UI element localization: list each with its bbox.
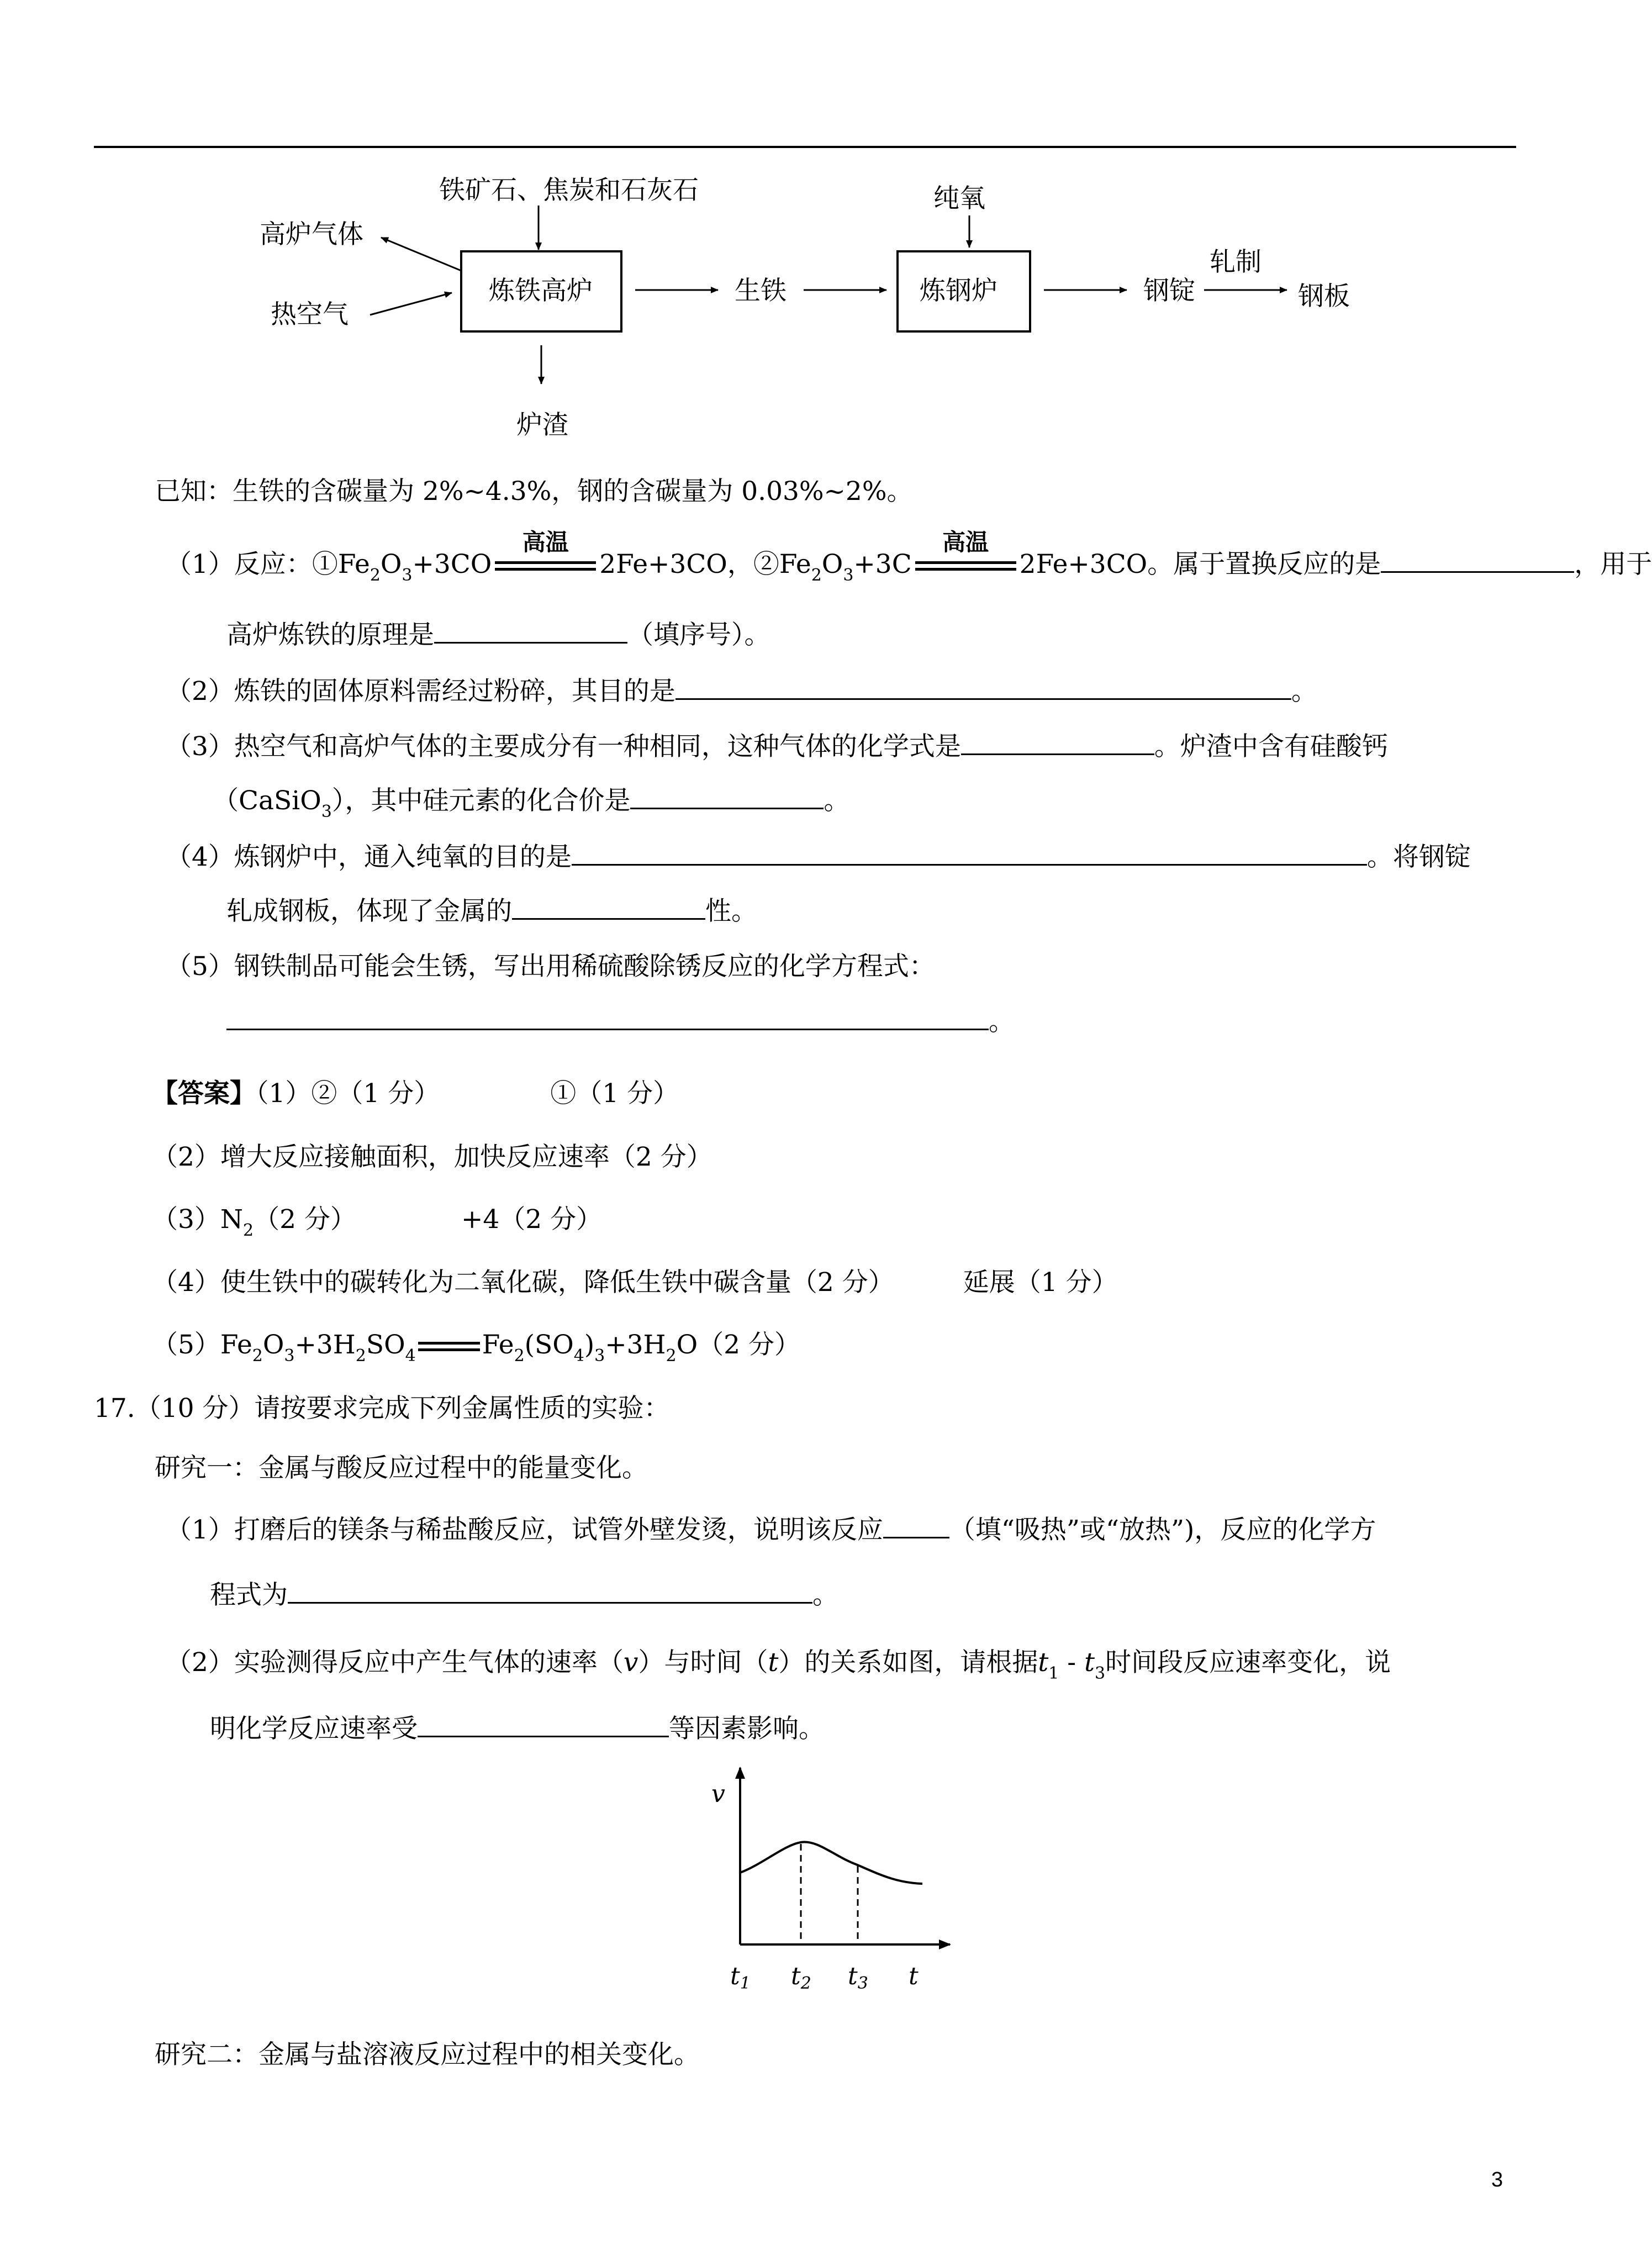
flow-blast-furnace: 炼铁高炉 [489,276,593,306]
answer-1: 【答案】（1）②（1 分） ①（1 分） [152,1078,679,1109]
answer-blank[interactable] [1381,552,1574,573]
equation-condition-1: 高温 [492,548,599,581]
answer-blank[interactable] [675,679,1291,700]
page-number: 3 [1491,2168,1503,2191]
rate-time-graph [696,1757,961,2000]
flow-hot-air: 热空气 [271,299,349,330]
answer-2: （2）增大反应接触面积，加快反应速率（2 分） [152,1142,712,1172]
flow-pure-oxygen: 纯氧 [933,183,985,214]
question-4-line-2: 轧成钢板，体现了金属的 性。 [226,896,757,926]
question-5-line-2: 。 [226,1005,1015,1039]
flow-rolling: 轧制 [1210,247,1262,277]
answer-blank[interactable] [883,1518,949,1538]
tick-t2: t2 [791,1962,811,1993]
question-17-2-line-2: 明化学反应速率受 等因素影响。 [210,1714,825,1744]
answer-blank[interactable] [572,845,1367,866]
question-17-1-line-2: 程式为 。 [210,1580,838,1610]
question-1-line-2: 高炉炼铁的原理是 （填序号）。 [226,620,770,650]
flow-furnace-gas: 高炉气体 [260,219,363,250]
y-axis-label: v [711,1780,725,1808]
question-1-line-1: （1）反应：$①Fe_2O_3+3CO$ 高温 2Fe+3CO，$②Fe_2O_3+3C$ 高温 2Fe+3CO。属于置换反应的是 ，用于 [166,529,1652,585]
equation-condition-2: 高温 [912,548,1020,581]
ironmaking-flowchart [0,0,1598,453]
answer-blank[interactable] [512,899,705,920]
equation-equals [416,1329,482,1362]
question-17-title: 17.（10 分）请按要求完成下列金属性质的实验： [94,1393,670,1424]
known-info: 已知：生铁的含碳量为 2%~4.3%，钢的含碳量为 0.03%~2%。 [155,476,913,507]
tick-t3: t3 [848,1962,868,1993]
question-5-line-1: （5）钢铁制品可能会生锈，写出用稀硫酸除锈反应的化学方程式： [166,951,935,982]
question-3-line-2: （CaSiO$_3$），其中硅元素的化合价是 。 [213,786,850,821]
answer-blank[interactable] [434,623,627,644]
answer-blank[interactable] [288,1583,812,1604]
flow-slag: 炉渣 [516,410,568,440]
question-17-1-line-1: （1）打磨后的镁条与稀盐酸反应，试管外壁发烫，说明该反应 （填“吸热”或“放热”)，反应的化学方 [166,1515,1376,1545]
question-2: （2）炼铁的固体原料需经过粉碎，其目的是 。 [166,676,1317,707]
x-axis-label: t [909,1962,919,1990]
flow-raw-materials: 铁矿石、焦炭和石灰石 [439,175,699,205]
answer-3: $(3)N_2(2$ 分） +4（2 分） [152,1204,603,1240]
rate-curve [740,1842,922,1884]
flow-plate: 钢板 [1298,281,1350,312]
study-2-heading: 研究二：金属与盐溶液反应过程中的相关变化。 [155,2039,700,2070]
answer-blank[interactable] [418,1717,669,1737]
flow-ingot: 钢锭 [1143,276,1195,306]
answer-4: （4）使生铁中的碳转化为二氧化碳，降低生铁中碳含量（2 分） 延展（1 分） [152,1267,1118,1298]
answer-blank[interactable] [961,735,1154,755]
answer-blank[interactable] [226,1010,989,1030]
tick-t1: t1 [730,1962,751,1993]
answer-blank[interactable] [630,789,824,809]
question-17-2-line-1: （2）实验测得反应中产生气体的速率（v）与时间（t）的关系如图，请根据$t_1 - t_3$时间段反应速率变化，说 [166,1647,1391,1683]
question-4-line-1: （4）炼钢炉中，通入纯氧的目的是 。将钢锭 [166,842,1471,872]
answer-5: $(5)Fe_2O_3+3H_2SO_4$ $Fe_2(SO_4)_3+3H_2O(2$ 分） [152,1330,801,1366]
question-3-line-1: （3）热空气和高炉气体的主要成分有一种相同，这种气体的化学式是 。炉渣中含有硅酸钙 [166,731,1388,762]
study-1-heading: 研究一：金属与酸反应过程中的能量变化。 [155,1453,648,1483]
flow-pig-iron: 生铁 [735,276,787,306]
flow-steel-furnace: 炼钢炉 [920,276,997,306]
